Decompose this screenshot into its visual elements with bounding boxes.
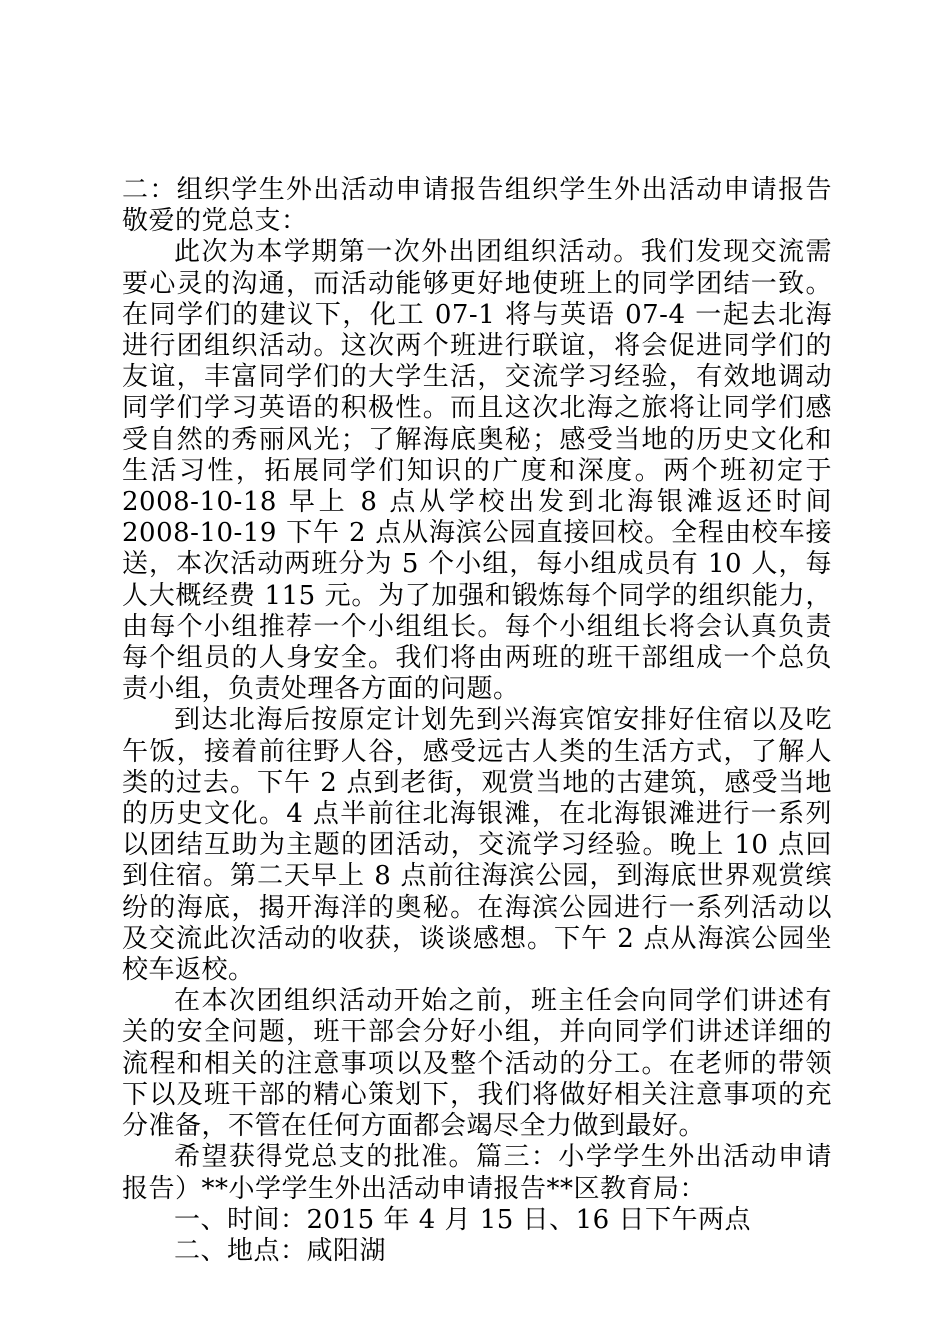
body-paragraph: 在本次团组织活动开始之前，班主任会向同学们讲述有关的安全问题，班干部会分好小组，并向同学们讲述详细的流程和相关的注意事项以及整个活动的分工。在老师的带领下以及班干部的精心策划下，我们将做好相关注意事项的充分准备，不管在任何方面都会竭尽全力做到最好。 xyxy=(122,986,832,1142)
body-paragraph: 希望获得党总支的批准。篇三：小学学生外出活动申请报告）**小学学生外出活动申请报告**区教育局： xyxy=(122,1142,832,1204)
list-item-location: 二、地点：咸阳湖 xyxy=(174,1235,387,1266)
heading-paragraph: 二：组织学生外出活动申请报告组织学生外出活动申请报告敬爱的党总支： xyxy=(122,175,832,237)
document-body xyxy=(122,175,832,1267)
body-paragraph: 到达北海后按原定计划先到兴海宾馆安排好住宿以及吃午饭，接着前往野人谷，感受远古人类的生活方式，了解人类的过去。下午 2 点到老街，观赏当地的古建筑，感受当地的历史文化。4 点半前往北海银滩，在北海银滩进行一系列以团结互助为主题的团活动，交流学习经验。晚上 10 点回到住宿。第二天早上 8 点前往海滨公园，到海底世界观赏缤纷的海底，揭开海洋的奥秘。在海滨公园进行一系列活动以及交流此次活动的收获，谈谈感想。下午 2 点从海滨公园坐校车返校。 xyxy=(122,705,832,986)
body-paragraph: 此次为本学期第一次外出团组织活动。我们发现交流需要心灵的沟通，而活动能够更好地使班上的同学团结一致。在同学们的建议下，化工 07-1 将与英语 07-4 一起去北海进行团组织活动。这次两个班进行联谊，将会促进同学们的友谊，丰富同学们的大学生活，交流学习经验，有效地调动同学们学习英语的积极性。而且这次北海之旅将让同学们感受自然的秀丽风光；了解海底奥秘；感受当地的历史文化和生活习性，拓展同学们知识的广度和深度。两个班初定于 2008-10-18 早上 8 点从学校出发到北海银滩返还时间 2008-10-19 下午 2 点从海滨公园直接回校。全程由校车接送，本次活动两班分为 5 个小组，每小组成员有 10 人，每人大概经费 115 元。为了加强和锻炼每个同学的组织能力，由每个小组推荐一个小组组长。每个小组组长将会认真负责每个组员的人身安全。我们将由两班的班干部组成一个总负责小组，负责处理各方面的问题。 xyxy=(122,237,832,705)
list-item-time: 一、时间：2015 年 4 月 15 日、16 日下午两点 xyxy=(174,1204,751,1235)
